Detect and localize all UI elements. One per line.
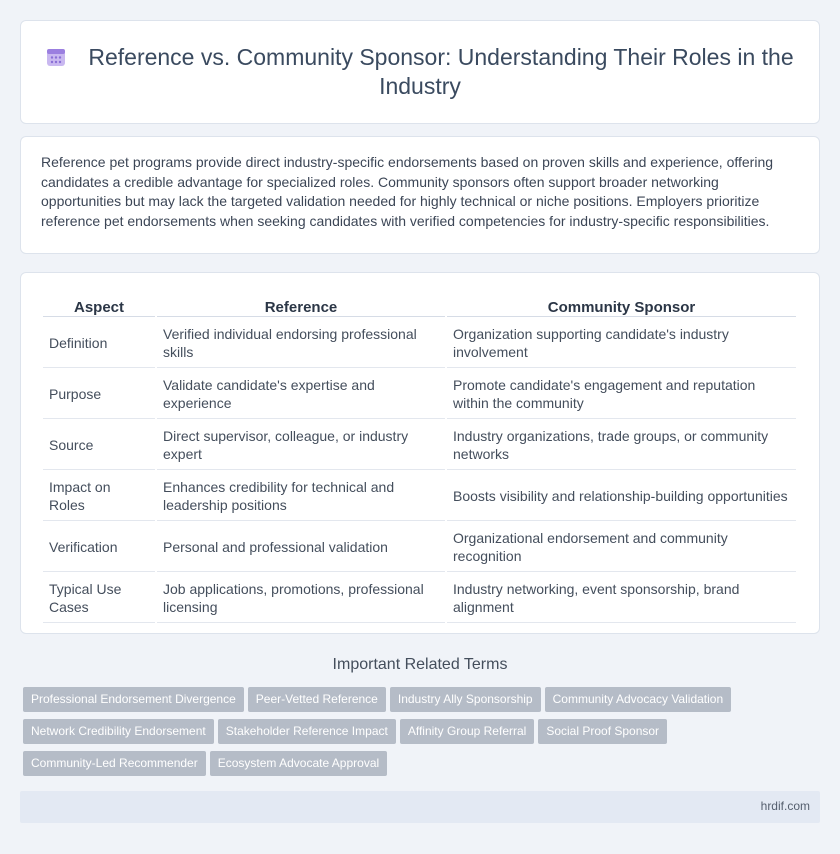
intro-paragraph: Reference pet programs provide direct industry-specific endorsements based on proven skills and experience, offering candidates a credible advantage for specialized roles. Community sponsors often support broader networking opportunities but may lack the targeted validation needed for highly technical or niche positions. Employers prioritize reference pet endorsements when seeking candidates with verified competencies for industry-specific responsibilities. — [41, 154, 774, 229]
table-cell: Boosts visibility and relationship-building opportunities — [447, 472, 796, 521]
footer-site-name[interactable]: hrdif.com — [760, 799, 810, 813]
table-cell: Source — [43, 421, 155, 470]
intro-card — [20, 136, 820, 254]
table-cell: Enhances credibility for technical and leadership positions — [157, 472, 445, 521]
page-title — [40, 43, 800, 101]
table-cell: Definition — [43, 319, 155, 368]
page-title-text: Reference vs. Community Sponsor: Understanding Their Roles in the Industry — [88, 44, 794, 99]
table-row — [43, 574, 796, 623]
table-row — [43, 421, 796, 470]
related-term-tag[interactable]: Peer-Vetted Reference — [248, 687, 386, 712]
related-term-tag[interactable]: Social Proof Sponsor — [538, 719, 667, 744]
table-row — [43, 472, 796, 521]
table-row — [43, 319, 796, 368]
footer — [20, 791, 820, 823]
related-terms-title: Important Related Terms — [332, 656, 508, 673]
table-cell: Verification — [43, 523, 155, 572]
calendar-icon — [46, 47, 66, 67]
header-community-sponsor: Community Sponsor — [447, 295, 796, 317]
related-term-tag[interactable]: Industry Ally Sponsorship — [390, 687, 541, 712]
header-reference: Reference — [157, 295, 445, 317]
comparison-table-card — [20, 272, 820, 634]
table-cell: Verified individual endorsing professional skills — [157, 319, 445, 368]
related-terms-tags — [23, 687, 823, 783]
table-header-row — [43, 295, 796, 317]
table-cell: Personal and professional validation — [157, 523, 445, 572]
table-cell: Purpose — [43, 370, 155, 419]
comparison-table — [41, 293, 798, 625]
table-cell: Job applications, promotions, professional licensing — [157, 574, 445, 623]
table-cell: Promote candidate's engagement and reputation within the community — [447, 370, 796, 419]
table-cell: Industry networking, event sponsorship, brand alignment — [447, 574, 796, 623]
table-cell: Validate candidate's expertise and experience — [157, 370, 445, 419]
related-term-tag[interactable]: Professional Endorsement Divergence — [23, 687, 244, 712]
table-cell: Impact on Roles — [43, 472, 155, 521]
related-term-tag[interactable]: Stakeholder Reference Impact — [218, 719, 396, 744]
related-term-tag[interactable]: Community-Led Recommender — [23, 751, 206, 776]
table-row — [43, 370, 796, 419]
table-cell: Organizational endorsement and community recognition — [447, 523, 796, 572]
header-aspect: Aspect — [43, 295, 155, 317]
related-term-tag[interactable]: Ecosystem Advocate Approval — [210, 751, 387, 776]
header-card — [20, 20, 820, 124]
related-term-tag[interactable]: Affinity Group Referral — [400, 719, 535, 744]
table-cell: Organization supporting candidate's industry involvement — [447, 319, 796, 368]
table-cell: Direct supervisor, colleague, or industry expert — [157, 421, 445, 470]
table-cell: Industry organizations, trade groups, or community networks — [447, 421, 796, 470]
related-term-tag[interactable]: Community Advocacy Validation — [545, 687, 732, 712]
table-row — [43, 523, 796, 572]
table-cell: Typical Use Cases — [43, 574, 155, 623]
related-term-tag[interactable]: Network Credibility Endorsement — [23, 719, 214, 744]
